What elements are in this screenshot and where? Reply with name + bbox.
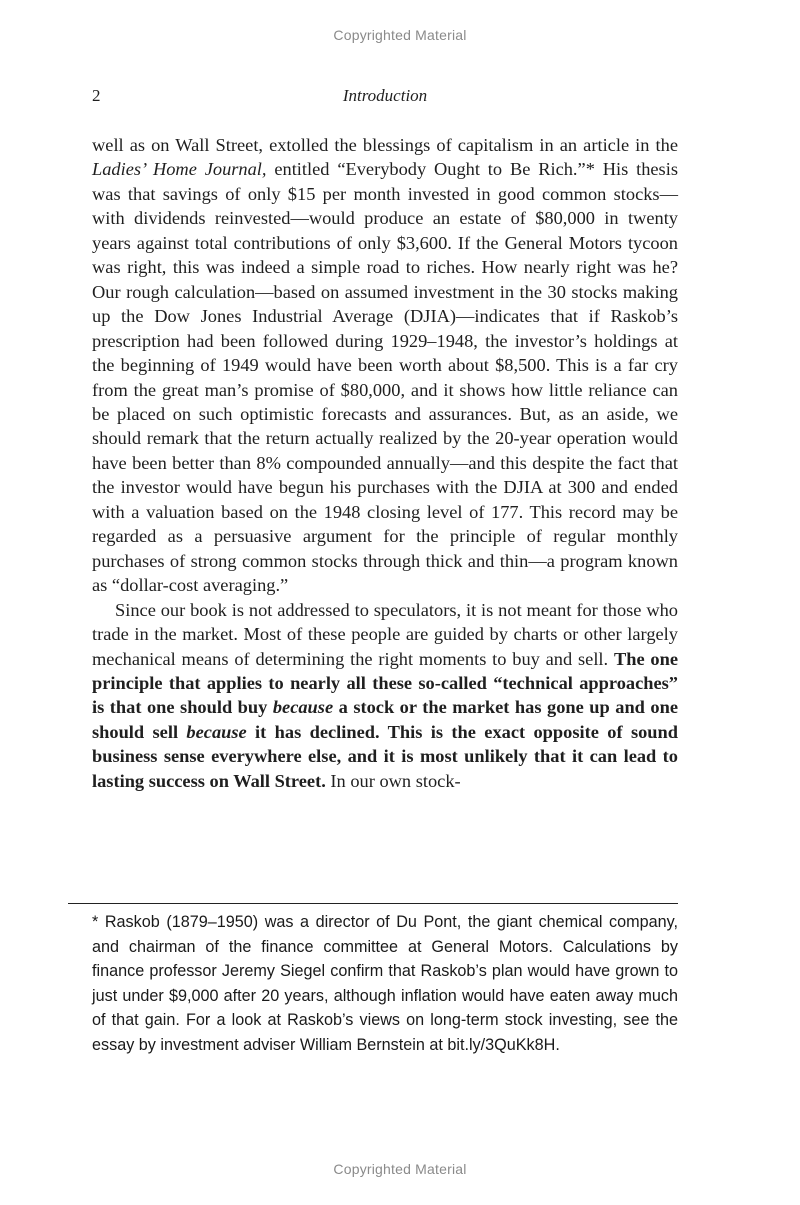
paragraph-speculators [92,598,678,794]
footnote: * Raskob (1879–1950) was a director of Du Pont, the giant chemical company, and chairman of the finance committee at General Motors. Calculations by finance professor Jeremy Siegel confirm that Raskob’s plan would have grown to just under $9,000 after 20 years, although inflation would have eaten away much of that gain. For a look at Raskob’s views on long-term stock investing, see the essay by investment adviser William Bernstein at bit.ly/3QuKk8H. [92,913,678,1054]
bold-principle-2: a stock or the market has gone up and one should sell [92,697,678,742]
paragraph-raskob-text-1: well as on Wall Street, extolled the blessings of capitalism in an article in the [92,135,678,155]
bold-italic-because-1: because [272,697,334,718]
footnote-divider [68,903,678,904]
running-header [92,86,678,110]
bold-principle-3: it has declined. This is the exact opposite of sound business sense everywhere else, and it is most unlikely that it can lead to lasting success on Wall Street. [92,721,678,791]
paragraph-raskob-text-2: entitled “Everybody Ought to Be Rich.”* His thesis was that savings of only $15 per month invested in good common stocks—with dividends reinvested—would produce an estate of $80,000 in twenty years against total contributions of only $3,600. If the General Motors tycoon was right, this was indeed a simple road to riches. How nearly right was he? Our rough calculation—based on assumed investment in the 30 stocks making up the Dow Jones Industrial Average (DJIA)—indicates that if Raskob’s prescription had been followed during 1929–1948, the investor’s holdings at the beginning of 1949 would have been worth about $8,500. This is a far cry from the great man’s promise of $80,000, and it shows how little reliance can be placed on such optimistic forecasts and assurances. But, as an aside, we should remark that the return actually realized by the 20-year operation would have been better than 8% compounded annually—and this despite the fact that the investor would have begun his purchases with the DJIA at 300 and ended with a valuation based on the 1948 closing level of 177. This record may be regarded as a persuasive argument for the principle of regular monthly purchases of strong common stocks through thick and thin—a program known as “dollar-cost averaging.” [92,159,678,596]
paragraph-speculators-text-1: Since our book is not addressed to speculators, it is not meant for those who trade in the market. Most of these people are guided by charts or other largely mechanical means of determining the right moments to buy and sell. [92,599,678,669]
bold-principle-1: The one principle that applies to nearly all these so-called “technical approaches” is that one should buy [92,648,678,718]
copyright-watermark-top: Copyrighted Material [333,27,467,43]
journal-title: Ladies’ Home Journal, [92,159,267,180]
chapter-title: Introduction [342,86,428,105]
bold-italic-because-2: because [186,721,247,742]
copyright-watermark-bottom: Copyrighted Material [333,1161,467,1177]
page-number: 2 [92,86,101,105]
paragraph-raskob [92,133,678,598]
paragraph-speculators-text-2: In our own stock- [325,770,461,791]
body-text [92,133,678,793]
